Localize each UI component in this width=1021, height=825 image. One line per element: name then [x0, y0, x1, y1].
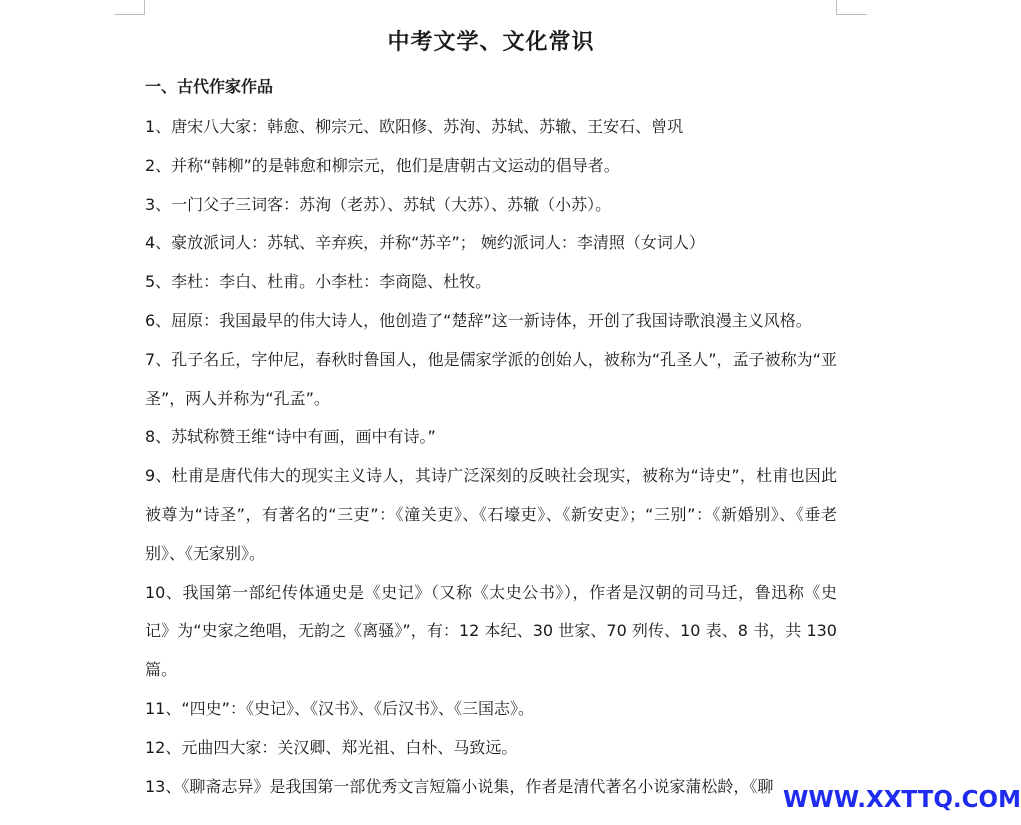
crop-mark-top-left [114, 0, 145, 15]
paragraph-6: 6、屈原：我国最早的伟大诗人，他创造了“楚辞”这一新诗体，开创了我国诗歌浪漫主义风格。 [145, 310, 812, 330]
paragraph-12: 12、元曲四大家：关汉卿、郑光祖、白朴、马致远。 [145, 737, 518, 757]
paragraph-11: 11、“四史”：《史记》、《汉书》、《后汉书》、《三国志》。 [145, 698, 534, 718]
paragraph-3: 3、一门父子三词客：苏洵（老苏）、苏轼（大苏）、苏辙（小苏）。 [145, 194, 612, 214]
crop-mark-top-right [836, 0, 867, 15]
paragraph-1: 1、唐宋八大家：韩愈、柳宗元、欧阳修、苏洵、苏轼、苏辙、王安石、曾巩 [145, 117, 684, 136]
paragraph-2: 2、并称“韩柳”的是韩愈和柳宗元，他们是唐朝古文运动的倡导者。 [145, 155, 620, 175]
page-title: 中考文学、文化常识 [387, 29, 595, 55]
paragraph-5: 5、李杜：李白、杜甫。小李杜：李商隐、杜牧。 [145, 272, 492, 292]
paragraph-13: 13、《聊斋志异》是我国第一部优秀文言短篇小说集，作者是清代著名小说家蒲松龄，《聊 [145, 776, 774, 796]
paragraph-8: 8、苏轼称赞王维“诗中有画，画中有诗。” [145, 427, 436, 447]
paragraph-9: 9、杜甫是唐代伟大的现实主义诗人，其诗广泛深刻的反映社会现实，被称为“诗史”，杜甫也因此被尊为“诗圣”，有著名的“三吏”：《潼关吏》、《石壕吏》、《新安吏》；“三别”：《新婚别》、《垂老别》、《无家别》。 [145, 466, 837, 563]
paragraph-7: 7、孔子名丘，字仲尼，春秋时鲁国人，他是儒家学派的创始人，被称为“孔圣人”，孟子被称为“亚圣”，两人并称为“孔孟”。 [145, 349, 837, 408]
paragraph-4: 4、豪放派词人：苏轼、辛弃疾，并称“苏辛”； 婉约派词人：李清照（女词人） [145, 233, 705, 253]
document-body [145, 108, 837, 806]
watermark-logo: WWW.XXTTQ.COM [783, 787, 1021, 813]
paragraph-10: 10、我国第一部纪传体通史是《史记》（又称《太史公书》），作者是汉朝的司马迁，鲁迅称《史记》为“史家之绝唱，无韵之《离骚》”，有：12 本纪、30 世家、70 列传、10 表、8 书，共 130 篇。 [145, 582, 837, 680]
section-heading: 一、古代作家作品 [145, 77, 274, 96]
